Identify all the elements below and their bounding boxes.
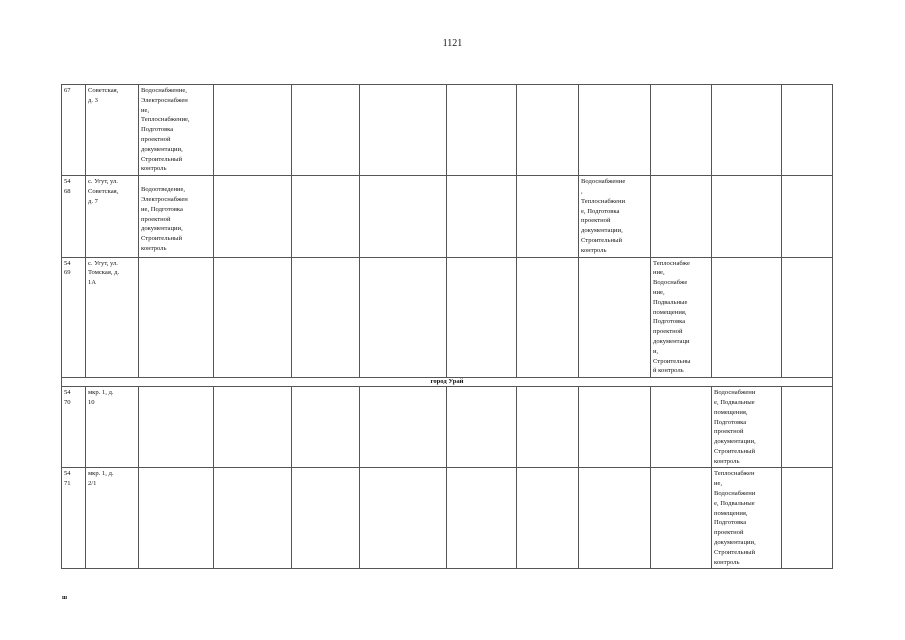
work-types-cell: Водоснабжени е, Подвальные помещения, Подготовка проектной документации, Строительный контроль	[712, 387, 782, 468]
capital-repair-table	[61, 84, 833, 569]
empty-cell	[360, 468, 447, 569]
empty-cell	[360, 387, 447, 468]
address-cell: с. Угут, ул. Советская, д. 7	[86, 176, 139, 257]
empty-cell	[360, 85, 447, 176]
empty-cell	[517, 468, 579, 569]
table-row	[62, 257, 833, 378]
empty-cell	[579, 85, 651, 176]
empty-cell	[579, 257, 651, 378]
empty-cell	[651, 468, 712, 569]
row-number-cell: 54 71	[62, 468, 86, 569]
empty-cell	[447, 85, 517, 176]
empty-cell	[139, 257, 214, 378]
table-row	[62, 468, 833, 569]
work-types-cell: Водоснабжение, Электроснабжен ие, Теплоснабжение, Подготовка проектной документации, Строительный контроль	[139, 85, 214, 176]
empty-cell	[782, 468, 833, 569]
empty-cell	[139, 468, 214, 569]
empty-cell	[782, 85, 833, 176]
empty-cell	[292, 257, 360, 378]
empty-cell	[712, 176, 782, 257]
empty-cell	[651, 176, 712, 257]
empty-cell	[447, 257, 517, 378]
work-types-cell: Теплоснабже ние, Водоснабже ние, Подвальные помещения, Подготовка проектной документаци и, Строительны й контроль	[651, 257, 712, 378]
table-row	[62, 387, 833, 468]
empty-cell	[139, 387, 214, 468]
empty-cell	[447, 176, 517, 257]
row-number-cell: 54 70	[62, 387, 86, 468]
work-types-cell: Теплоснабжен ие, Водоснабжени е, Подвальные помещения, Подготовка проектной документации, Строительный контроль	[712, 468, 782, 569]
row-number-cell: 54 69	[62, 257, 86, 378]
empty-cell	[447, 387, 517, 468]
page-number: 1121	[442, 38, 463, 49]
address-cell: мкр. 1, д. 10	[86, 387, 139, 468]
empty-cell	[579, 468, 651, 569]
empty-cell	[517, 387, 579, 468]
empty-cell	[782, 387, 833, 468]
empty-cell	[214, 257, 292, 378]
empty-cell	[292, 468, 360, 569]
empty-cell	[579, 387, 651, 468]
table-row	[62, 176, 833, 257]
empty-cell	[782, 176, 833, 257]
address-cell: мкр. 1, д. 2/1	[86, 468, 139, 569]
section-heading: город Урай	[62, 378, 833, 387]
address-cell: Советская, д. 3	[86, 85, 139, 176]
empty-cell	[517, 176, 579, 257]
empty-cell	[214, 468, 292, 569]
empty-cell	[712, 85, 782, 176]
footer-mark: ш	[62, 595, 68, 601]
empty-cell	[517, 257, 579, 378]
table-row	[62, 85, 833, 176]
empty-cell	[651, 387, 712, 468]
empty-cell	[447, 468, 517, 569]
work-types-cell: Водоснабжение , Теплоснабжени е, Подготовка проектной документации, Строительный контроль	[579, 176, 651, 257]
empty-cell	[292, 85, 360, 176]
empty-cell	[214, 85, 292, 176]
empty-cell	[292, 176, 360, 257]
section-heading-row	[62, 378, 833, 387]
empty-cell	[214, 387, 292, 468]
empty-cell	[360, 257, 447, 378]
address-cell: с. Угут, ул. Томская, д. 1А	[86, 257, 139, 378]
empty-cell	[651, 85, 712, 176]
empty-cell	[712, 257, 782, 378]
empty-cell	[292, 387, 360, 468]
empty-cell	[360, 176, 447, 257]
work-types-cell: Водоотведение, Электроснабжен ие, Подготовка проектной документации, Строительный контроль	[139, 176, 214, 257]
empty-cell	[214, 176, 292, 257]
row-number-cell: 54 68	[62, 176, 86, 257]
empty-cell	[517, 85, 579, 176]
empty-cell	[782, 257, 833, 378]
row-number-cell: 67	[62, 85, 86, 176]
